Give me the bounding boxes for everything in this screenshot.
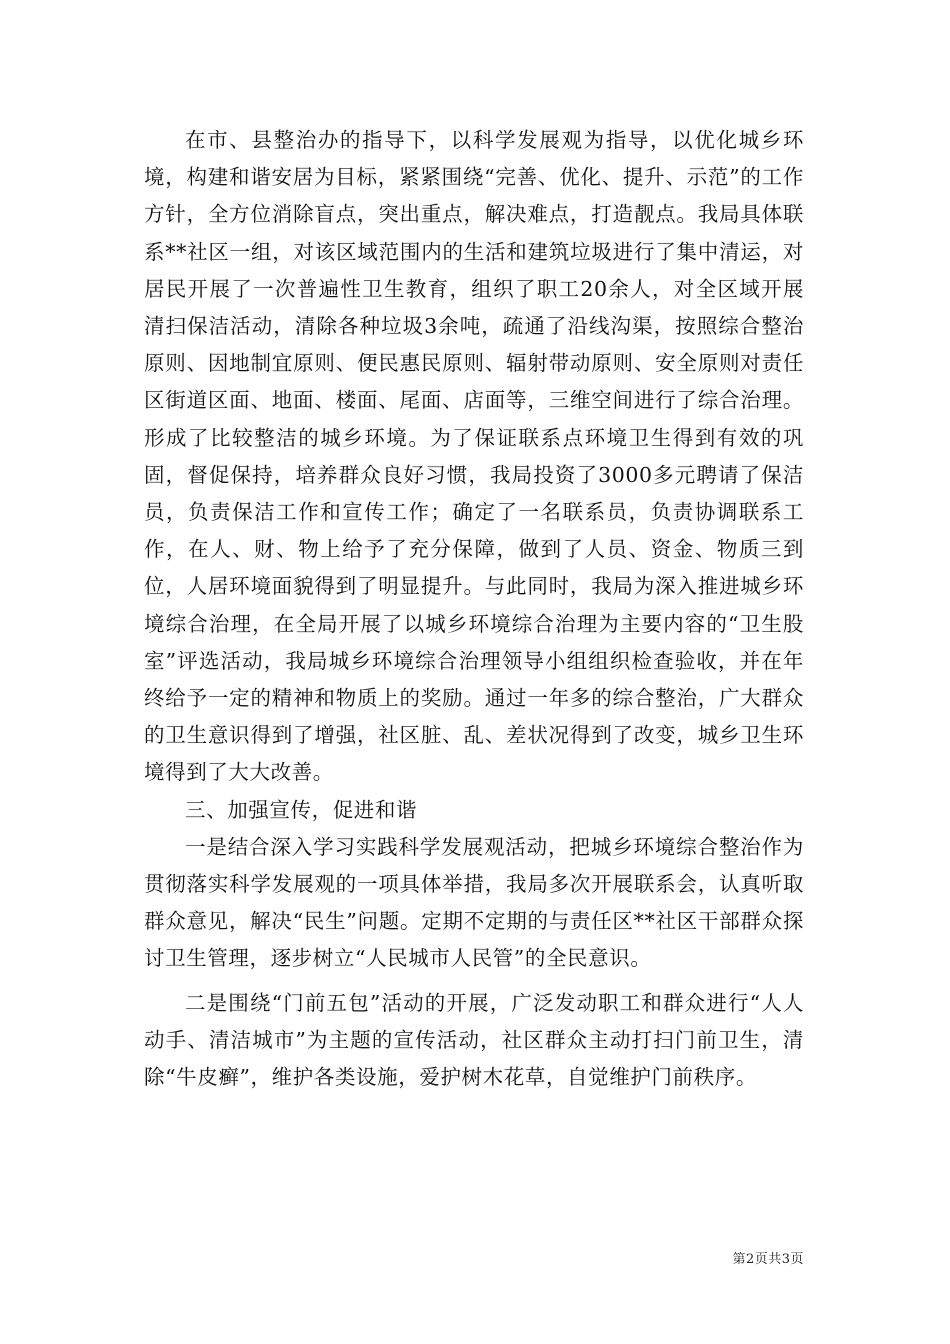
document-body xyxy=(144,122,804,1096)
page-number: 第2页共3页 xyxy=(732,1252,804,1267)
section-heading: 三、加强宣传，促进和谐 xyxy=(185,797,418,822)
body-paragraph-3: 二是围绕“门前五包”活动的开展，广泛发动职工和群众进行“人人动手、清洁城市”为主题的宣传活动，社区群众主动打扫门前卫生，清除“牛皮癣”，维护各类设施，爱护树木花草，自觉维护门前秩序。 xyxy=(144,990,804,1090)
body-paragraph-1: 在市、县整治办的指导下，以科学发展观为指导，以优化城乡环境，构建和谐安居为目标，紧紧围绕“完善、优化、提升、示范”的工作方针，全方位消除盲点，突出重点，解决难点，打造靓点。我局具体联系**社区一组，对该区域范围内的生活和建筑垃圾进行了集中清运，对居民开展了一次普遍性卫生教育，组织了职工20余人，对全区域开展清扫保洁活动，清除各种垃圾3余吨，疏通了沿线沟渠，按照综合整治原则、因地制宜原则、便民惠民原则、辐射带动原则、安全原则对责任区街道区面、地面、楼面、尾面、店面等，三维空间进行了综合治理。形成了比较整洁的城乡环境。为了保证联系点环境卫生得到有效的巩固，督促保持，培养群众良好习惯，我局投资了3000多元聘请了保洁员，负责保洁工作和宣传工作；确定了一名联系员，负责协调联系工作，在人、财、物上给予了充分保障，做到了人员、资金、物质三到位，人居环境面貌得到了明显提升。与此同时，我局为深入推进城乡环境综合治理，在全局开展了以城乡环境综合治理为主要内容的“卫生股室”评选活动，我局城乡环境综合治理领导小组组织检查验收，并在年终给予一定的精神和物质上的奖励。通过一年多的综合整治，广大群众的卫生意识得到了增强，社区脏、乱、差状况得到了改变，城乡卫生环境得到了大大改善。 xyxy=(144,128,804,785)
body-paragraph-2: 一是结合深入学习实践科学发展观活动，把城乡环境综合整治作为贯彻落实科学发展观的一项具体举措，我局多次开展联系会，认真听取群众意见，解决“民生”问题。定期不定期的与责任区**社区干部群众探讨卫生管理，逐步树立“人民城市人民管”的全民意识。 xyxy=(144,834,804,971)
